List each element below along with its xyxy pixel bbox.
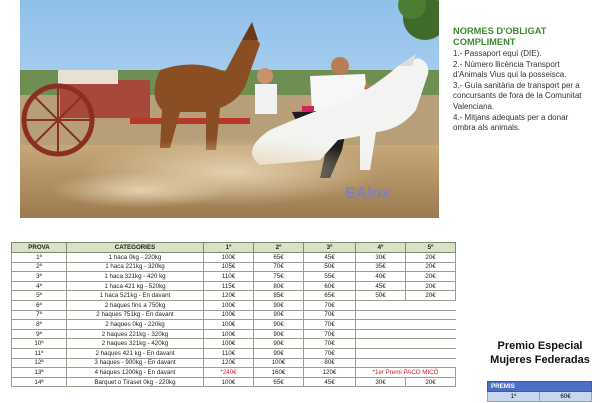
special-award-title bbox=[480, 339, 600, 367]
cell-third: 50€ bbox=[304, 262, 356, 272]
cell-prova: 6ª bbox=[12, 300, 67, 310]
cell-first: 110€ bbox=[204, 348, 254, 358]
cell-category: 2 haques 321kg - 420kg bbox=[67, 339, 204, 349]
cell-prova: 7ª bbox=[12, 310, 67, 320]
cell-second: 75€ bbox=[254, 272, 304, 282]
cell-prova: 10ª bbox=[12, 339, 67, 349]
special-prize-header bbox=[488, 382, 592, 392]
cell-fifth: 20€ bbox=[406, 253, 456, 263]
table-row bbox=[12, 253, 456, 263]
cell-fifth: 20€ bbox=[406, 281, 456, 291]
cell-fifth bbox=[406, 348, 456, 358]
cell-third: 70€ bbox=[304, 310, 356, 320]
rules-panel bbox=[453, 26, 593, 134]
rule-item: 3.- Guía sanitària de transport per a concursants de fora de la Comunitat Valenciana. bbox=[453, 80, 582, 111]
table-row bbox=[12, 368, 456, 378]
cell-category: 3 haques - 900kg - En davant bbox=[67, 358, 204, 368]
cell-second: 65€ bbox=[254, 377, 304, 387]
table-row bbox=[12, 300, 456, 310]
cell-third: 70€ bbox=[304, 339, 356, 349]
table-row bbox=[12, 320, 456, 330]
cell-special-note: *1er Premi PACO MICÓ bbox=[356, 368, 456, 378]
cell-category: 1 haca 521kg - En davant bbox=[67, 291, 204, 301]
cell-fourth: 35€ bbox=[356, 262, 406, 272]
cell-first: 120€ bbox=[204, 358, 254, 368]
cell-fourth: 30€ bbox=[356, 253, 406, 263]
special-title-line2: Mujeres Federadas bbox=[490, 354, 590, 366]
premis-value: 60€ bbox=[540, 392, 592, 402]
cell-first: 100€ bbox=[204, 310, 254, 320]
table-row bbox=[12, 272, 456, 282]
cell-fourth bbox=[356, 320, 406, 330]
cell-fourth bbox=[356, 300, 406, 310]
cell-category: 2 haques 221kg - 320kg bbox=[67, 329, 204, 339]
premis-label: 1º bbox=[488, 392, 540, 402]
cell-fifth: 20€ bbox=[406, 291, 456, 301]
cell-category: 1 haca 221kg - 320kg bbox=[67, 262, 204, 272]
special-prize-table bbox=[487, 381, 592, 402]
cell-fourth bbox=[356, 348, 406, 358]
photo-illustration bbox=[20, 0, 439, 218]
cell-third: 55€ bbox=[304, 272, 356, 282]
cell-third: 70€ bbox=[304, 300, 356, 310]
cell-prova: 2ª bbox=[12, 262, 67, 272]
cell-first: 100€ bbox=[204, 320, 254, 330]
cell-fourth bbox=[356, 339, 406, 349]
cell-third: 70€ bbox=[304, 329, 356, 339]
header-fifth: 5º bbox=[406, 243, 456, 253]
header-prova: PROVA bbox=[12, 243, 67, 253]
header-fourth: 4º bbox=[356, 243, 406, 253]
special-prize-row bbox=[488, 392, 592, 402]
cell-fifth bbox=[406, 329, 456, 339]
rules-title: NORMES D'OBLIGAT COMPLIMENT bbox=[453, 26, 547, 47]
table-row bbox=[12, 358, 456, 368]
special-title-line1: Premio Especial bbox=[497, 340, 583, 352]
cell-second: 90€ bbox=[254, 310, 304, 320]
cell-third: 70€ bbox=[304, 320, 356, 330]
header-third: 3º bbox=[304, 243, 356, 253]
cell-third: 70€ bbox=[304, 348, 356, 358]
cell-second: 85€ bbox=[254, 291, 304, 301]
cell-prova: 11ª bbox=[12, 348, 67, 358]
cell-prova: 5ª bbox=[12, 291, 67, 301]
cell-second: 90€ bbox=[254, 339, 304, 349]
cell-second: 65€ bbox=[254, 253, 304, 263]
cell-fourth: 30€ bbox=[356, 377, 406, 387]
cell-first: 100€ bbox=[204, 377, 254, 387]
table-row bbox=[12, 262, 456, 272]
header-categories: CATEGORIES bbox=[67, 243, 204, 253]
cell-first: 100€ bbox=[204, 300, 254, 310]
cell-category: 4 haques 1200kg - En davant bbox=[67, 368, 204, 378]
cell-first: 115€ bbox=[204, 281, 254, 291]
cell-fifth bbox=[406, 300, 456, 310]
cell-second: 80€ bbox=[254, 281, 304, 291]
cell-category: 2 haques 0kg - 220kg bbox=[67, 320, 204, 330]
cell-second: 160€ bbox=[254, 368, 304, 378]
cell-fourth: 40€ bbox=[356, 272, 406, 282]
cell-first: 100€ bbox=[204, 253, 254, 263]
cell-fifth bbox=[406, 339, 456, 349]
cell-second: 90€ bbox=[254, 300, 304, 310]
cell-category: 1 haca 321kg - 420 kg bbox=[67, 272, 204, 282]
cell-prova: 8ª bbox=[12, 320, 67, 330]
cell-first: 100€ bbox=[204, 329, 254, 339]
cell-prova: 12ª bbox=[12, 358, 67, 368]
cell-first: 105€ bbox=[204, 262, 254, 272]
cell-first: 100€ bbox=[204, 339, 254, 349]
cell-fourth bbox=[356, 310, 406, 320]
table-row bbox=[12, 377, 456, 387]
cell-first: 120€ bbox=[204, 291, 254, 301]
prize-table-body bbox=[12, 253, 456, 387]
cell-prova: 1ª bbox=[12, 253, 67, 263]
header-first: 1º bbox=[204, 243, 254, 253]
cell-category: 1 haca 0kg - 220kg bbox=[67, 253, 204, 263]
cell-fifth bbox=[406, 358, 456, 368]
cell-fifth: 20€ bbox=[406, 377, 456, 387]
cell-second: 90€ bbox=[254, 329, 304, 339]
table-row bbox=[12, 348, 456, 358]
premis-header: PREMIS bbox=[488, 382, 592, 392]
cell-category: 2 haques 421 kg - En davant bbox=[67, 348, 204, 358]
table-row bbox=[12, 310, 456, 320]
cell-second: 70€ bbox=[254, 262, 304, 272]
rule-item: 1.- Passaport equí (DIE). bbox=[453, 49, 542, 58]
cell-third: 120€ bbox=[304, 368, 356, 378]
cell-first: *240€ bbox=[204, 368, 254, 378]
table-row bbox=[12, 281, 456, 291]
table-row bbox=[12, 339, 456, 349]
cell-fourth bbox=[356, 358, 406, 368]
cell-prova: 4ª bbox=[12, 281, 67, 291]
cell-fifth bbox=[406, 320, 456, 330]
cell-third: 45€ bbox=[304, 377, 356, 387]
table-row bbox=[12, 291, 456, 301]
cell-fourth: 45€ bbox=[356, 281, 406, 291]
cell-first: 110€ bbox=[204, 272, 254, 282]
cell-fifth bbox=[406, 310, 456, 320]
cell-third: 80€ bbox=[304, 358, 356, 368]
photo-watermark: EAlox bbox=[345, 185, 391, 202]
cell-fourth bbox=[356, 329, 406, 339]
cell-prova: 9ª bbox=[12, 329, 67, 339]
cell-category: 1 haca 421 kg - 520kg bbox=[67, 281, 204, 291]
rule-item: 2.- Número llicència Transport d'Animals Vius qui la posseisca. bbox=[453, 59, 567, 80]
cell-third: 60€ bbox=[304, 281, 356, 291]
cell-fifth: 20€ bbox=[406, 262, 456, 272]
cell-fifth: 20€ bbox=[406, 272, 456, 282]
cell-second: 90€ bbox=[254, 348, 304, 358]
prize-table bbox=[11, 242, 456, 387]
cell-prova: 3ª bbox=[12, 272, 67, 282]
cell-category: Barquet o Tiraset 0kg - 220kg bbox=[67, 377, 204, 387]
cell-prova: 13ª bbox=[12, 368, 67, 378]
cell-second: 100€ bbox=[254, 358, 304, 368]
cell-category: 2 haques fins a 750kg bbox=[67, 300, 204, 310]
header-second: 2º bbox=[254, 243, 304, 253]
prize-table-header bbox=[12, 243, 456, 253]
cell-category: 2 haques 751kg - En davant bbox=[67, 310, 204, 320]
rule-item: 4.- Mitjans adequats per a donar ombra als animals. bbox=[453, 112, 569, 133]
horse-carriage-photo bbox=[20, 0, 439, 218]
cell-prova: 14ª bbox=[12, 377, 67, 387]
cell-third: 65€ bbox=[304, 291, 356, 301]
cell-fourth: 50€ bbox=[356, 291, 406, 301]
table-row bbox=[12, 329, 456, 339]
cell-third: 45€ bbox=[304, 253, 356, 263]
cell-second: 90€ bbox=[254, 320, 304, 330]
